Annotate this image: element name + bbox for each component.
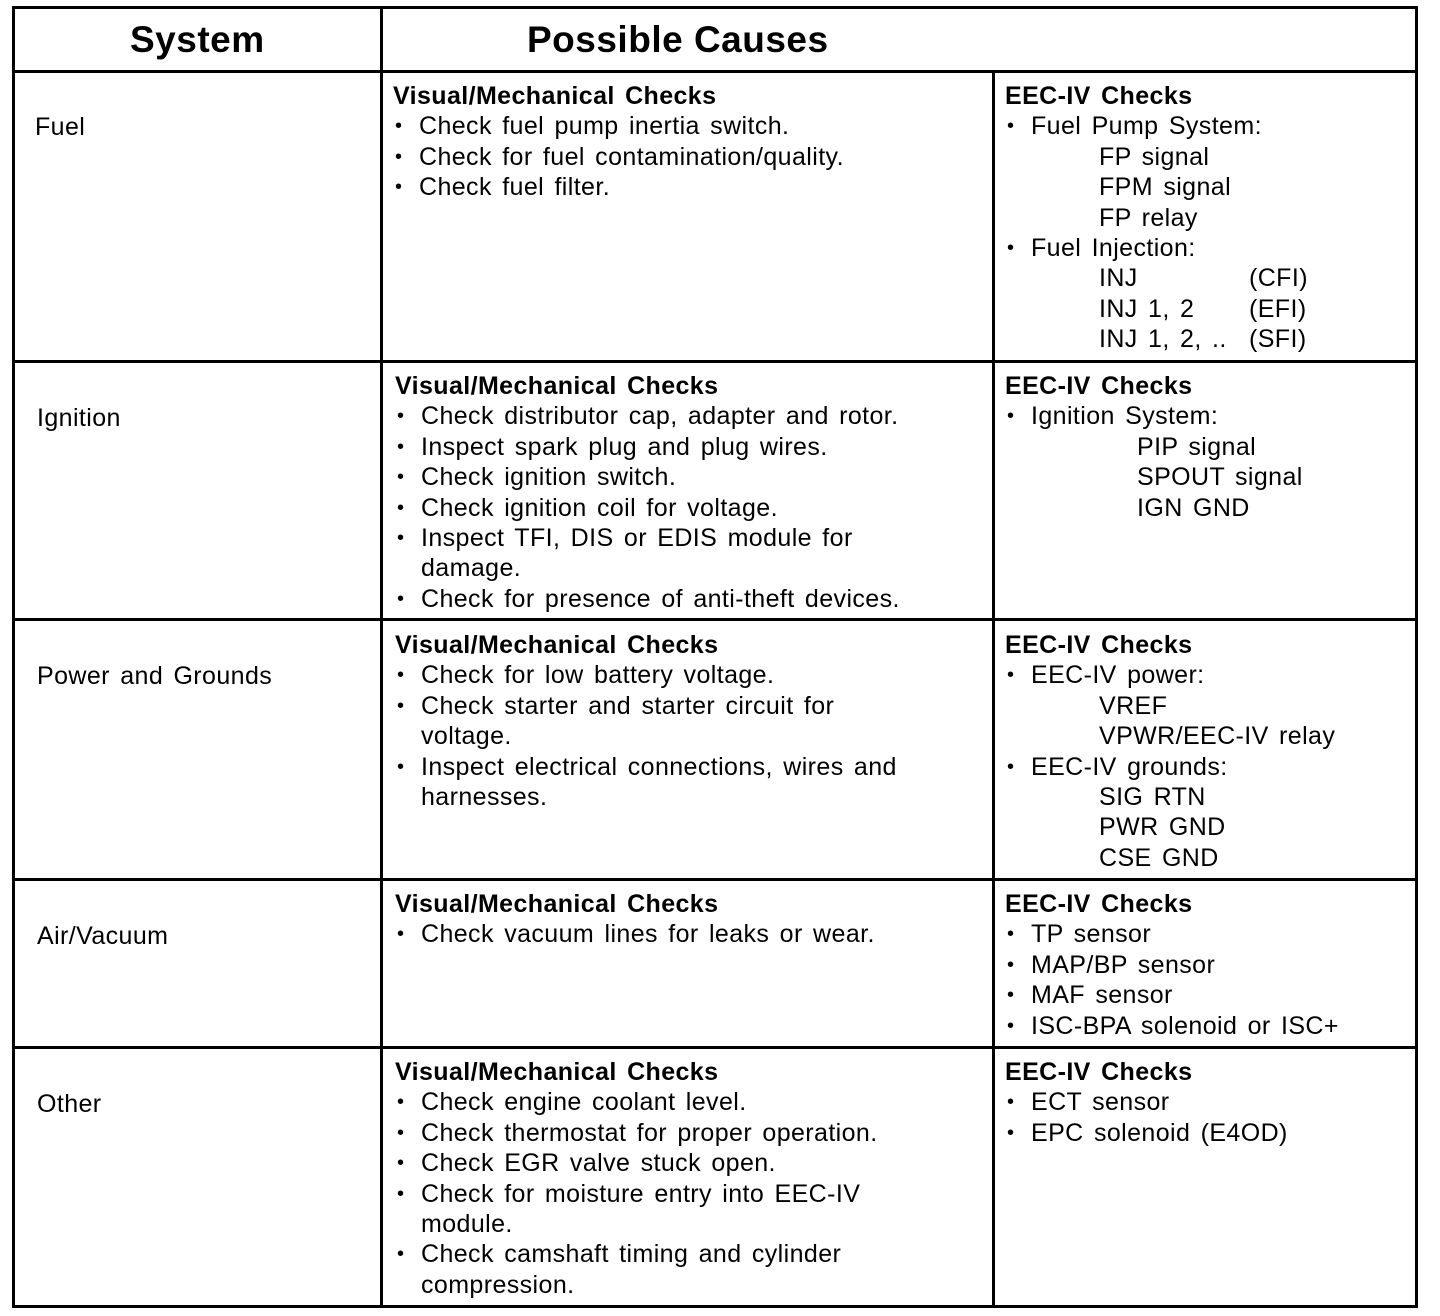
list-subitem: IGN GND	[1137, 493, 1250, 522]
eec-heading: EEC-IV Checks	[1005, 890, 1193, 918]
row-divider	[15, 1046, 1415, 1049]
list-subitem: SIG RTN	[1099, 783, 1206, 812]
list-item: • TP sensor	[1005, 919, 1339, 949]
list-subitem: FP signal	[1099, 142, 1210, 171]
causes-table	[12, 6, 1418, 1308]
list-item: • Check for fuel contamination/quality.	[393, 142, 844, 172]
visual-heading: Visual/Mechanical Checks	[395, 890, 719, 918]
fuel-visual-checks	[393, 81, 844, 203]
other-eec-checks	[1005, 1057, 1288, 1148]
system-power-and-grounds: Power and Grounds	[37, 662, 273, 690]
list-item: • Inspect spark plug and plug wires.	[395, 432, 900, 462]
system-other: Other	[37, 1090, 102, 1118]
row-divider	[15, 360, 1415, 363]
system-fuel: Fuel	[35, 113, 86, 141]
list-item: • Check ignition coil for voltage.	[395, 493, 900, 523]
list-item: • MAF sensor	[1005, 980, 1339, 1010]
list-item: • EPC solenoid (E4OD)	[1005, 1118, 1288, 1148]
list-subitem: VREF	[1099, 691, 1168, 720]
eec-heading: EEC-IV Checks	[1005, 372, 1193, 400]
visual-heading: Visual/Mechanical Checks	[395, 372, 719, 400]
list-subitem	[1005, 324, 1308, 354]
visual-heading: Visual/Mechanical Checks	[395, 1058, 719, 1086]
list-item: • ECT sensor	[1005, 1087, 1288, 1117]
list-subitem: FPM signal	[1099, 173, 1232, 202]
header-possible-causes: Possible Causes	[527, 19, 829, 60]
eec-heading: EEC-IV Checks	[1005, 82, 1193, 110]
list-item: • Check starter and starter circuit for	[395, 691, 897, 721]
power-eec-checks	[1005, 630, 1335, 873]
header-divider	[15, 70, 1415, 73]
list-item: • Fuel Injection:	[1005, 233, 1308, 263]
list-item: • Check camshaft timing and cylinder	[395, 1239, 878, 1269]
row-divider	[15, 618, 1415, 621]
air-visual-checks	[395, 889, 875, 950]
list-item-continuation: module.	[421, 1210, 513, 1239]
injector-type: (EFI)	[1249, 294, 1307, 323]
list-subitem: FP relay	[1099, 203, 1198, 232]
row-divider	[15, 878, 1415, 881]
list-item: • Inspect TFI, DIS or EDIS module for	[395, 523, 900, 553]
list-item: • Check fuel pump inertia switch.	[393, 111, 844, 141]
column-divider	[380, 9, 383, 1305]
list-item: • ISC-BPA solenoid or ISC+	[1005, 1011, 1339, 1041]
list-item: • MAP/BP sensor	[1005, 950, 1339, 980]
list-item: • Check fuel filter.	[393, 172, 844, 202]
list-item-continuation: compression.	[421, 1270, 575, 1299]
other-visual-checks	[395, 1057, 878, 1300]
injector-name: INJ	[1099, 264, 1138, 293]
column-divider	[992, 70, 995, 1305]
eec-heading: EEC-IV Checks	[1005, 1058, 1193, 1086]
ignition-eec-checks	[1005, 371, 1303, 523]
list-item: • Fuel Pump System:	[1005, 111, 1308, 141]
ignition-visual-checks	[395, 371, 900, 614]
list-subitem	[1005, 263, 1308, 293]
header-system: System	[130, 19, 265, 60]
fuel-eec-checks	[1005, 81, 1308, 355]
list-item: • Check for presence of anti-theft devices.	[395, 584, 900, 614]
list-item-continuation: harnesses.	[421, 783, 548, 812]
list-subitem: PWR GND	[1099, 813, 1226, 842]
eec-heading: EEC-IV Checks	[1005, 631, 1193, 659]
list-item: • Check EGR valve stuck open.	[395, 1148, 878, 1178]
list-item: • Ignition System:	[1005, 401, 1303, 431]
list-subitem: PIP signal	[1137, 432, 1257, 461]
list-subitem: CSE GND	[1099, 843, 1219, 872]
list-item: • EEC-IV grounds:	[1005, 752, 1335, 782]
injector-type: (CFI)	[1249, 264, 1308, 293]
injector-name: INJ 1, 2	[1099, 294, 1195, 323]
list-item-continuation: voltage.	[421, 722, 512, 751]
list-item: • Check for low battery voltage.	[395, 660, 897, 690]
list-item: • Inspect electrical connections, wires and	[395, 752, 897, 782]
list-item: • Check engine coolant level.	[395, 1087, 878, 1117]
visual-heading: Visual/Mechanical Checks	[393, 82, 717, 110]
list-item-continuation: damage.	[421, 554, 522, 583]
injector-name: INJ 1, 2, ..	[1099, 325, 1227, 354]
list-item: • Check vacuum lines for leaks or wear.	[395, 919, 875, 949]
list-item: • Check thermostat for proper operation.	[395, 1118, 878, 1148]
list-subitem: VPWR/EEC-IV relay	[1099, 722, 1336, 751]
system-ignition: Ignition	[37, 404, 121, 432]
list-subitem	[1005, 294, 1308, 324]
list-item: • EEC-IV power:	[1005, 660, 1335, 690]
power-visual-checks	[395, 630, 897, 812]
list-item: • Check for moisture entry into EEC-IV	[395, 1179, 878, 1209]
injector-type: (SFI)	[1249, 325, 1307, 354]
system-air-vacuum: Air/Vacuum	[37, 922, 169, 950]
list-item: • Check distributor cap, adapter and rotor.	[395, 401, 900, 431]
air-eec-checks	[1005, 889, 1339, 1041]
list-subitem: SPOUT signal	[1137, 463, 1303, 492]
list-item: • Check ignition switch.	[395, 462, 900, 492]
visual-heading: Visual/Mechanical Checks	[395, 631, 719, 659]
